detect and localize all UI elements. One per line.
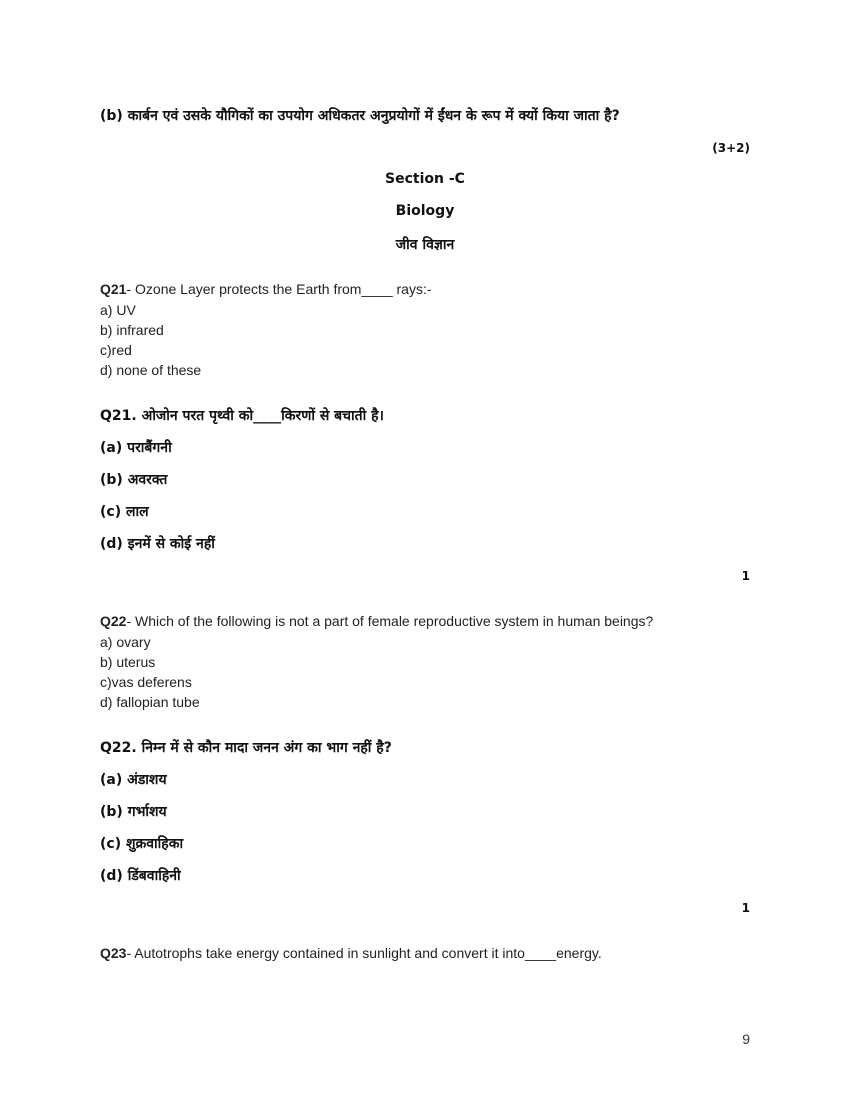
q21-english-question [100, 281, 432, 297]
q21-hindi-option-c: (c) लाल [100, 504, 149, 520]
q22-option-d: d) fallopian tube [100, 694, 200, 710]
q21-text: - Ozone Layer protects the Earth from____ rays:- [126, 281, 432, 297]
q22-english-question [100, 613, 653, 629]
q22-option-b: b) uterus [100, 654, 156, 670]
q21-hindi-option-a: (a) पराबैंगनी [100, 440, 172, 456]
subject-hindi: जीव विज्ञान [395, 237, 455, 253]
q21-option-d: d) none of these [100, 362, 202, 378]
q23-english-question [100, 945, 602, 961]
section-title: Section -C [385, 171, 465, 187]
q22-option-c: c)vas deferens [100, 674, 192, 690]
q22-hindi-option-a: (a) अंडाशय [100, 772, 167, 788]
q22-hindi-option-d: (d) डिंबवाहिनी [100, 868, 181, 884]
q22-option-a: a) ovary [100, 634, 151, 650]
q21-english-options [100, 300, 201, 380]
q21-number: Q21 [100, 281, 127, 297]
prev-question-marks: (3+2) [712, 141, 750, 155]
q21-option-b: b) infrared [100, 322, 164, 338]
page-number: 9 [742, 1031, 750, 1047]
q22-text: - Which of the following is not a part of female reproductive system in human beings? [126, 613, 654, 629]
q21-option-c: c)red [100, 342, 132, 358]
q22-hindi-option-c: (c) शुक्रवाहिका [100, 836, 184, 852]
q21-option-a: a) UV [100, 302, 136, 318]
q21-hindi-option-b: (b) अवरक्त [100, 472, 168, 488]
prev-question-hindi-b: (b) कार्बन एवं उसके यौगिकों का उपयोग अधिकतर अनुप्रयोगों में ईंधन के रूप में क्यों किया जाता है? [100, 108, 620, 124]
q21-hindi-option-d: (d) इनमें से कोई नहीं [100, 536, 215, 552]
subject-english: Biology [395, 203, 455, 219]
q22-marks: 1 [741, 901, 750, 915]
q23-text: - Autotrophs take energy contained in sunlight and convert it into____energy. [126, 945, 602, 961]
q21-hindi-question: Q21. ओजोन परत पृथ्वी को____किरणों से बचाती है। [100, 408, 384, 424]
q22-english-options [100, 632, 200, 712]
q22-number: Q22 [100, 613, 127, 629]
q21-marks: 1 [741, 569, 750, 583]
q22-hindi-question: Q22. निम्न में से कौन मादा जनन अंग का भाग नहीं है? [100, 740, 392, 756]
q23-number: Q23 [100, 945, 127, 961]
q22-hindi-option-b: (b) गर्भाशय [100, 804, 167, 820]
